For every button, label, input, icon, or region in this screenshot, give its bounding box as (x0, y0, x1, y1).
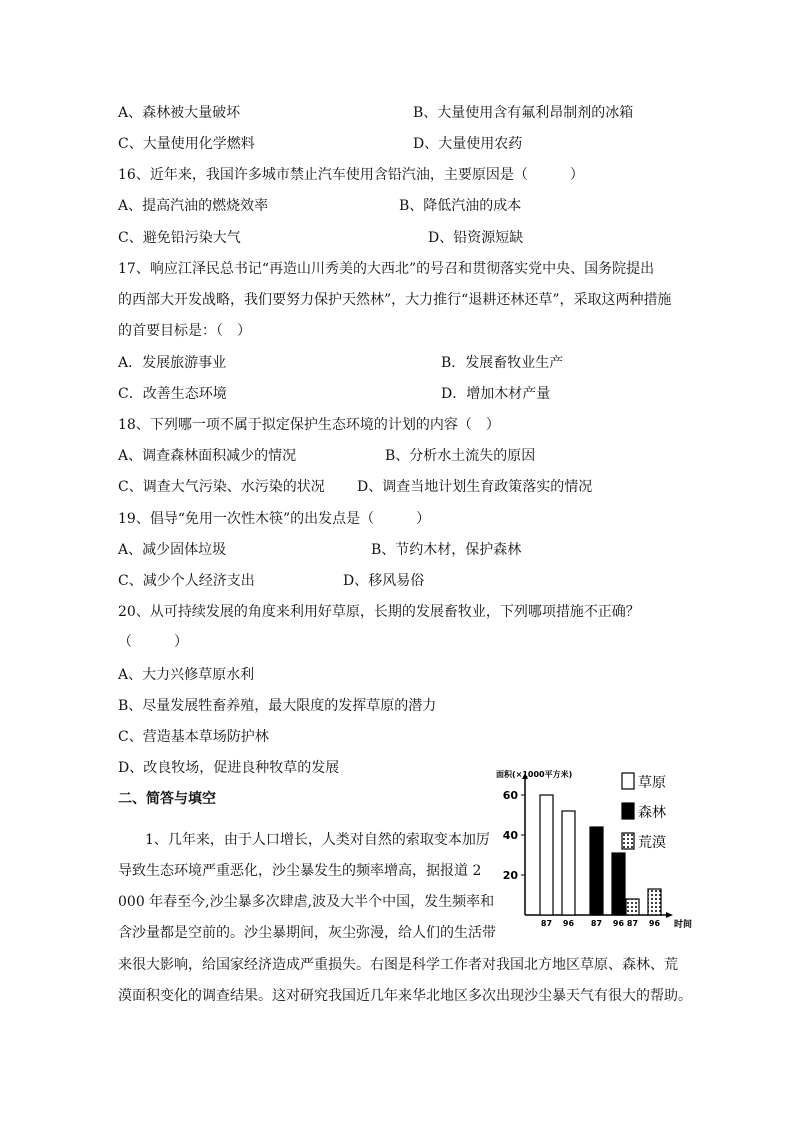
bar-森林-87 (590, 827, 603, 915)
q16-option-a: A、提高汽油的燃烧效率 (118, 198, 269, 214)
legend-swatch-森林 (622, 803, 634, 819)
q16-option-b: B、降低汽油的成本 (399, 198, 522, 214)
x-tick-label: 96 (562, 919, 575, 928)
x-tick-label: 87 (590, 919, 603, 928)
bar-草原-96 (562, 811, 575, 915)
q20-stem-line1: 20、从可持续发展的角度来利用好草原，长期的发展畜牧业，下列哪项措施不正确？ (118, 604, 640, 620)
area-change-bar-chart (470, 765, 720, 935)
q20-option-d: D、改良牧场，促进良种牧草的发展 (118, 760, 340, 776)
q19-option-d: D、移风易俗 (343, 573, 425, 589)
legend-swatch-荒漠 (622, 833, 634, 849)
bar-荒漠-87 (626, 899, 639, 915)
x-axis-arrow (666, 912, 673, 918)
q20-stem-line2: （ ） (118, 634, 188, 650)
q20-option-b: B、尽量发展牲畜养殖，最大限度的发挥草原的潜力 (118, 698, 437, 714)
q19-stem: 19、倡导“免用一次性木筷”的出发点是（ ） (118, 511, 431, 527)
q18-option-a: A、调查森林面积减少的情况 (118, 448, 297, 464)
q15-option-c: C、大量使用化学燃料 (118, 136, 255, 152)
q18-stem: 18、下列哪一项不属于拟定保护生态环境的计划的内容（ ） (118, 417, 500, 433)
section-title: 二、简答与填空 (118, 791, 216, 807)
q17-stem-line2: 的西部大开发战略，我们要努力保护天然林”，大力推行“退耕还林还草”，采取这两种措施 (118, 292, 672, 308)
q17-option-c: C．改善生态环境 (118, 386, 227, 402)
legend-swatch-草原 (622, 773, 634, 789)
q17-option-b: B．发展畜牧业生产 (441, 355, 564, 371)
bar-草原-87 (540, 795, 553, 915)
y-tick-label: 20 (502, 869, 518, 882)
y-tick-label: 40 (502, 829, 518, 842)
paragraph-line-4: 含沙量都是空前的。沙尘暴期间，灰尘弥漫，给人们的生活带 (118, 925, 496, 941)
q15-option-d: D、大量使用农药 (413, 136, 523, 152)
q16-stem: 16、近年来，我国许多城市禁止汽车使用含铅汽油，主要原因是（ ） (118, 167, 584, 183)
q19-option-c: C、减少个人经济支出 (118, 573, 255, 589)
q19-option-b: B、节约木材，保护森林 (371, 542, 522, 558)
x-axis-label: 时间 (674, 920, 693, 930)
paragraph-line-6: 漠面积变化的调查结果。这对研究我国近几年来华北地区多次出现沙尘暴天气有很大的帮助。 (118, 988, 692, 1004)
q20-option-a: A、大力兴修草原水利 (118, 667, 255, 683)
y-tick-label: 60 (502, 789, 518, 802)
q19-option-a: A、减少固体垃圾 (118, 542, 227, 558)
x-tick-label: 96 (648, 919, 661, 928)
q18-option-b: B、分析水土流失的原因 (385, 448, 536, 464)
q17-option-d: D．增加木材产量 (441, 386, 551, 402)
paragraph-line-1: 1、几年来，由于人口增长，人类对自然的索取变本加厉 (145, 832, 490, 848)
legend-label: 荒漠 (638, 835, 666, 851)
q18-option-d: D、调查当地计划生育政策落实的情况 (357, 479, 593, 495)
bar-荒漠-96 (648, 889, 661, 915)
q17-stem-line1: 17、响应江泽民总书记“再造山川秀美的大西北”的号召和贯彻落实党中央、国务院提出 (118, 261, 655, 277)
q20-option-c: C、营造基本草场防护林 (118, 729, 269, 745)
q17-stem-line3: 的首要目标是：（ ） (118, 323, 251, 339)
legend-label: 草原 (638, 775, 666, 791)
x-tick-label: 87 (626, 919, 639, 928)
x-tick-label: 96 (612, 919, 625, 928)
q16-option-d: D、铅资源短缺 (428, 230, 524, 246)
q17-option-a: A．发展旅游事业 (118, 355, 227, 371)
x-tick-label: 87 (540, 919, 553, 928)
q16-option-c: C、避免铅污染大气 (118, 230, 241, 246)
paragraph-line-5: 来很大影响，给国家经济造成严重损失。右图是科学工作者对我国北方地区草原、森林、荒 (118, 957, 678, 973)
legend-label: 森林 (638, 805, 666, 821)
q15-option-a: A、森林被大量破坏 (118, 105, 241, 121)
bar-森林-96 (612, 853, 625, 915)
q18-option-c: C、调查大气污染、水污染的状况 (118, 479, 325, 495)
paragraph-line-2: 导致生态环境严重恶化，沙尘暴发生的频率增高，据报道 2 (118, 863, 482, 879)
y-axis-label: 面积(×1000平方米) (496, 770, 573, 779)
q15-option-b: B、大量使用含有氟利昂制剂的冰箱 (413, 105, 634, 121)
paragraph-line-3: 000 年春至今,沙尘暴多次肆虐,波及大半个中国，发生频率和 (118, 894, 495, 910)
